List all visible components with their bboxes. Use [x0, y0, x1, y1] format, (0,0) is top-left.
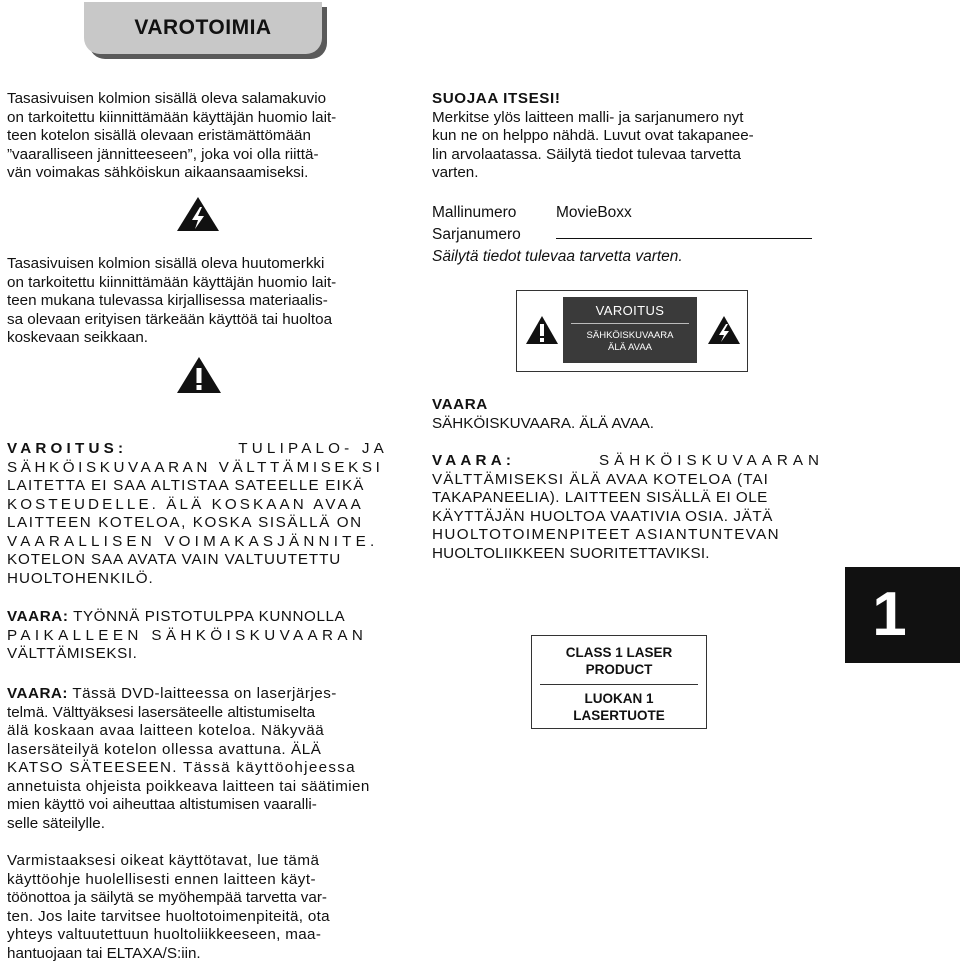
text-line: TYÖNNÄ PISTOTULPPA KUNNOLLA	[73, 608, 346, 625]
text-line: PAIKALLEEN SÄHKÖISKUVAARAN	[7, 626, 368, 644]
text-line: annetuista ohjeista poikkeava laitteen tai säätimien	[7, 777, 370, 795]
text-line: lin arvolaatassa. Säilytä tiedot tulevaa tarvetta	[432, 145, 741, 163]
text-line: koskevaan seikkaan.	[7, 329, 148, 346]
model-number-label: Mallinumero	[432, 204, 517, 221]
text-line: käyttöohje huolellisesti ennen laitteen käyt-	[7, 870, 316, 888]
text-line: SÄHKÖISKUVAARAN	[599, 452, 824, 469]
laser-label-line: LASERTUOTE	[573, 708, 665, 723]
model-serial-fields	[432, 202, 824, 268]
laser-label-english	[532, 636, 706, 678]
text-line: KOSTEUDELLE. ÄLÄ KOSKAAN AVAA	[7, 495, 364, 513]
text-line: teen mukana tulevassa kirjallisessa materiaalis-	[7, 292, 328, 309]
text-line: LAITETTA EI SAA ALTISTAA SATEELLE EIKÄ	[7, 477, 365, 494]
model-number-row	[432, 202, 824, 224]
text-line: TULIPALO- JA	[238, 440, 388, 457]
exclamation-symbol-explanation	[7, 255, 388, 348]
text-line: Tässä DVD-laitteessa on laserjärjes-	[72, 685, 337, 702]
text-line: sa olevaan erityisen tärkeään käyttöä tai huoltoa	[7, 310, 333, 328]
text-line: KÄYTTÄJÄN HUOLTOA VAATIVIA OSIA. JÄTÄ	[432, 507, 773, 525]
plug-warning	[7, 608, 388, 664]
text-line: TAKAPANEELIA). LAITTEEN SISÄLLÄ EI OLE	[432, 489, 768, 506]
text-line: lasersäteilyä kotelon ollessa avattuna. ÄLÄ	[7, 740, 322, 758]
text-line: LAITTEEN KOTELOA, KOSKA SISÄLLÄ ON	[7, 514, 363, 531]
chapter-number: 1	[872, 580, 907, 649]
section-heading: SUOJAA ITSESI!	[432, 90, 561, 107]
keep-info-note: Säilytä tiedot tulevaa tarvetta varten.	[432, 248, 683, 265]
text-line: ”vaaralliseen jännitteeseen”, joka voi olla riittä-	[7, 145, 319, 163]
text-line: vän voimakas sähköiskun aikaansaamiseksi.	[7, 164, 309, 181]
shock-warning-label	[516, 290, 748, 372]
laser-label-line: CLASS 1 LASER	[565, 645, 673, 660]
warning-label-line: ÄLÄ AVAA	[607, 342, 652, 353]
text-line: ten. Jos laite tarvitsee huoltotoimenpiteitä, ota	[7, 907, 330, 925]
text-line: Tasasivuisen kolmion sisällä oleva huutomerkki	[7, 255, 325, 272]
text-line: HUOLTOHENKILÖ.	[7, 569, 154, 587]
text-line: hantuojaan tai ELTAXA/S:iin.	[7, 944, 201, 962]
fire-shock-warning	[7, 440, 388, 588]
warning-label-title: VAROITUS	[595, 303, 665, 318]
text-line: Varmistaaksesi oikeat käyttötavat, lue tämä	[7, 852, 320, 869]
text-line: on tarkoitettu kiinnittämään käyttäjän huomio lait-	[7, 273, 337, 291]
shock-hazard-warning	[432, 452, 824, 563]
warning-label-panel	[563, 297, 697, 363]
text-line: älä koskaan avaa laitteen koteloa. Näkyvää	[7, 722, 325, 739]
text-line: VÄLTTÄMISEKSI.	[7, 645, 138, 662]
text-line: Merkitse ylös laitteen malli- ja sarjanumero nyt	[432, 108, 744, 126]
shock-hazard-heading	[432, 396, 824, 433]
serial-number-blank	[556, 226, 812, 239]
lightning-triangle-icon	[176, 196, 220, 232]
warning-first-line	[432, 452, 824, 471]
exclamation-triangle-icon	[525, 315, 559, 350]
model-number-value: MovieBoxx	[556, 204, 632, 221]
warning-label: VAARA:	[7, 685, 68, 702]
text-line	[7, 685, 388, 704]
text-line: yhteys valtuutettuun huoltoliikkeeseen, maa-	[7, 926, 322, 943]
text-line: mien käyttö voi aiheuttaa altistumisen vaaralli-	[7, 796, 317, 813]
protect-yourself-section	[432, 90, 824, 183]
section-title-tab	[84, 2, 322, 54]
text-line: selle säteilylle.	[7, 814, 105, 832]
text-line: teen kotelon sisällä olevaan eristämättömään	[7, 127, 311, 144]
text-line: KATSO SÄTEESEEN. Tässä käyttöohjeessa	[7, 759, 356, 776]
usage-instruction-paragraph	[7, 852, 388, 963]
text-line: VAARALLISEN VOIMAKASJÄNNITE.	[7, 532, 379, 550]
laser-product-label	[531, 635, 707, 729]
page-title: VAROTOIMIA	[134, 16, 272, 39]
laser-label-line: PRODUCT	[585, 662, 653, 677]
text-line: VÄLTTÄMISEKSI ÄLÄ AVAA KOTELOA (TAI	[432, 470, 770, 488]
serial-number-label: Sarjanumero	[432, 226, 521, 243]
chapter-tab	[845, 567, 960, 663]
text-line: telmä. Välttyäksesi lasersäteelle altistumiselta	[7, 703, 316, 721]
divider	[540, 684, 698, 685]
warning-first-line	[7, 440, 388, 459]
laser-label-line: LUOKAN 1	[584, 691, 654, 706]
text-line: HUOLTOTOIMENPITEET ASIANTUNTEVAN	[432, 526, 781, 543]
lightning-symbol-explanation	[7, 90, 388, 183]
laser-warning	[7, 685, 388, 833]
text-line: HUOLTOLIIKKEEN SUORITETTAVIKSI.	[432, 544, 710, 562]
warning-label: VAARA:	[432, 452, 516, 469]
text-line	[7, 608, 388, 627]
text-line: SÄHKÖISKUVAARA. ÄLÄ AVAA.	[432, 414, 654, 432]
text-line: on tarkoitettu kiinnittämään käyttäjän huomio lait-	[7, 108, 337, 126]
text-line: SÄHKÖISKUVAARAN VÄLTTÄMISEKSI	[7, 458, 384, 476]
text-line: varten.	[432, 164, 479, 181]
exclamation-triangle-icon	[176, 356, 222, 394]
warning-label-line: SÄHKÖISKUVAARA	[586, 330, 674, 341]
text-line: kun ne on helppo nähdä. Luvut ovat takapanee-	[432, 127, 754, 144]
divider	[571, 323, 689, 324]
text-line: töönottoa ja säilytä se myöhempää tarvetta var-	[7, 889, 327, 906]
laser-label-finnish	[532, 690, 706, 724]
serial-number-row	[432, 224, 824, 246]
warning-label: VAROITUS:	[7, 440, 128, 457]
text-line: Tasasivuisen kolmion sisällä oleva salamakuvio	[7, 90, 327, 107]
warning-label: VAARA:	[7, 608, 69, 625]
text-line: KOTELON SAA AVATA VAIN VALTUUTETTU	[7, 551, 342, 568]
section-heading: VAARA	[432, 396, 488, 413]
lightning-triangle-icon	[707, 315, 741, 350]
